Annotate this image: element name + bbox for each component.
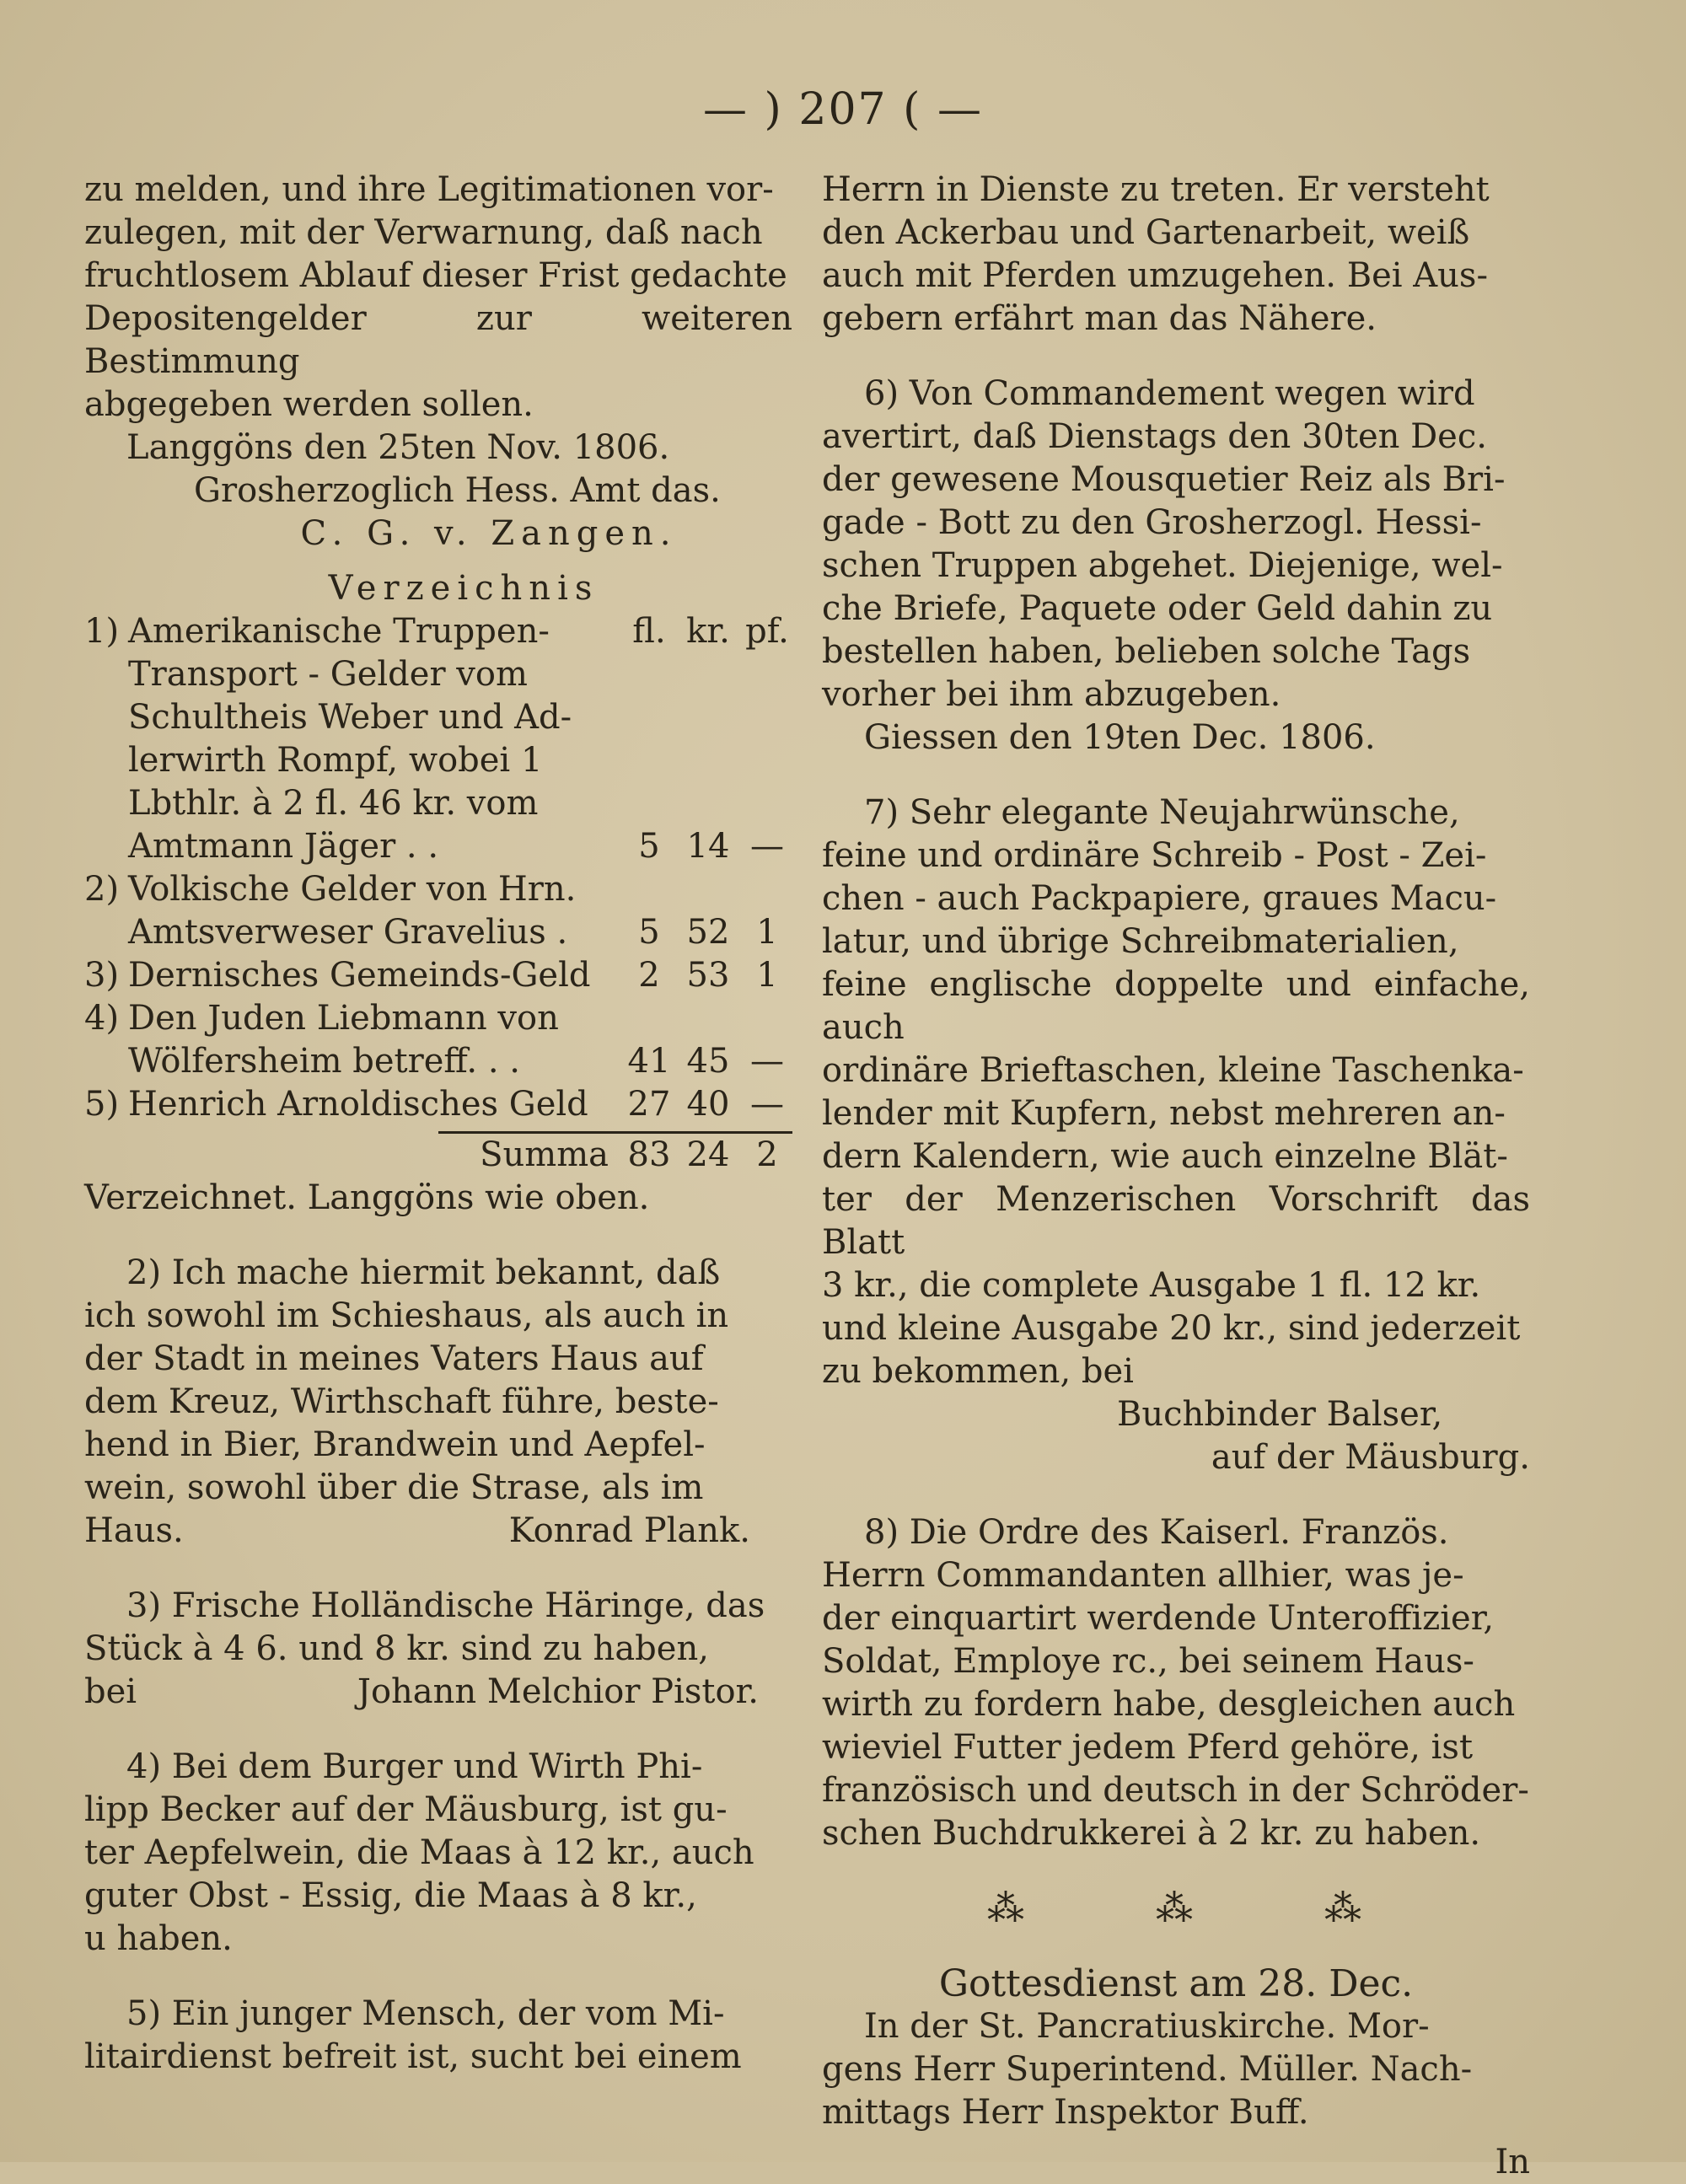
text-line: und kleine Ausgabe 20 kr., sind jederzeit (822, 1309, 1521, 1348)
notice-6 (822, 373, 1530, 759)
text-line: feine englische doppelte und einfache, auch (822, 965, 1530, 1047)
text-line: lender mit Kupfern, nebst mehreren an- (822, 1094, 1506, 1133)
item-line: Wölfersheim betreff. . . (128, 1042, 520, 1081)
summa-label: Summa (480, 1135, 609, 1174)
place-date: Langgöns den 25ten Nov. 1806. (126, 428, 670, 467)
summa-amount (624, 1134, 792, 1177)
text-line: wein, sowohl über die Strase, als im (84, 1468, 704, 1507)
text-line: dern Kalendern, wie auch einzelne Blät- (822, 1137, 1508, 1176)
table-row (84, 997, 792, 1040)
col-header-fl: fl. (632, 612, 666, 651)
text-line: vorher bei ihm abzugeben. (822, 675, 1281, 714)
text-line: hend in Bier, Brandwein und Aepfel- (84, 1425, 706, 1464)
table-row (84, 825, 792, 868)
table-row (84, 739, 792, 782)
amount-fl: 5 (638, 827, 660, 866)
amount-kr: 52 (686, 913, 730, 952)
notice-8 (822, 1511, 1530, 1855)
notice-5 (84, 1993, 792, 2079)
amount-pf: 1 (756, 913, 778, 952)
text-line: schen Buchdrukkerei à 2 kr. zu haben. (822, 1814, 1481, 1853)
table-row (84, 610, 792, 653)
text-line: 2) Ich mache hiermit bekannt, daß (126, 1253, 721, 1292)
text-line: 7) Sehr elegante Neujahrwünsche, (864, 793, 1460, 832)
text-line: fruchtlosem Ablauf dieser Frist gedachte (84, 256, 787, 295)
ornament-divider (923, 1887, 1429, 1930)
text-line: gens Herr Superintend. Müller. Nach- (822, 2050, 1473, 2089)
text-line: französisch und deutsch in der Schröder- (822, 1771, 1529, 1810)
item-number: 3) (84, 956, 120, 995)
amount-pf: 1 (756, 956, 778, 995)
amount-kr: 40 (686, 1085, 730, 1124)
item-line: Den Juden Liebmann von (128, 999, 559, 1038)
text-line: 4) Bei dem Burger und Wirth Phi- (126, 1747, 703, 1786)
text-line: wieviel Futter jedem Pferd gehöre, ist (822, 1728, 1474, 1767)
item-number: 2) (84, 870, 120, 909)
text-line: Stück à 4 6. und 8 kr. sind zu haben, (84, 1629, 709, 1668)
amount-fl: 83 (627, 1135, 671, 1174)
notice-4 (84, 1746, 792, 1961)
text-line: 6) Von Commandement wegen wird (864, 374, 1475, 413)
right-column (822, 169, 1530, 2184)
text-line: der Stadt in meines Vaters Haus auf (84, 1339, 704, 1378)
text-line: der gewesene Mousquetier Reiz als Bri- (822, 460, 1506, 499)
text-line: zulegen, mit der Verwarnung, daß nach (84, 213, 763, 252)
text-line: gade - Bott zu den Grosherzogl. Hessi- (822, 503, 1482, 542)
table-row (84, 1040, 792, 1083)
notice-2 (84, 1252, 792, 1553)
notice-3 (84, 1585, 792, 1714)
signature-line (84, 1671, 792, 1714)
item-line: Amerikanische Truppen- (128, 612, 550, 651)
item-line: Amtmann Jäger . . (128, 827, 439, 866)
item-amount (624, 954, 792, 997)
asterism-icon: ⁂ (987, 1887, 1028, 1930)
amount-fl: 5 (638, 913, 660, 952)
text-line: che Briefe, Paquete oder Geld dahin zu (822, 589, 1493, 628)
text-line: mittags Herr Inspektor Buff. (822, 2093, 1309, 2132)
text-line: auch mit Pferden umzugehen. Bei Aus- (822, 256, 1488, 295)
text-line: In der St. Pancratiuskirche. Mor- (864, 2007, 1430, 2046)
item-line: Schultheis Weber und Ad- (128, 698, 572, 737)
item-amount (624, 1083, 792, 1126)
item-line: Volkische Gelder von Hrn. (128, 870, 577, 909)
amount-kr: 53 (686, 956, 730, 995)
intro-paragraph (84, 169, 792, 427)
item-line: Transport - Gelder vom (128, 655, 528, 694)
text-line: gebern erfährt man das Nähere. (822, 299, 1377, 338)
text-line: zu melden, und ihre Legitimationen vor- (84, 170, 774, 209)
item-number: 1) (84, 612, 120, 651)
notice-signer-address: auf der Mäusburg. (1211, 1438, 1530, 1477)
table-row (84, 1083, 792, 1126)
table-row (84, 868, 792, 911)
item-amount (624, 1040, 792, 1083)
table-row (84, 653, 792, 696)
table-row (84, 696, 792, 739)
item-amount (624, 911, 792, 954)
amount-kr: 14 (686, 827, 730, 866)
amount-pf: — (750, 1085, 784, 1124)
item-text (128, 610, 624, 653)
verzeichnis-table (84, 567, 792, 1177)
text-line: Depositengelder zur weiteren Bestimmung (84, 299, 792, 381)
notice-signer: Johann Melchior Pistor. (357, 1672, 759, 1711)
text-line: Herrn Commandanten allhier, was je- (822, 1556, 1464, 1595)
text-line: Soldat, Employe rc., bei seinem Haus- (822, 1642, 1474, 1681)
text-line: der einquartirt werdende Unteroffizier, (822, 1599, 1495, 1638)
left-column (84, 169, 792, 2079)
item-line: lerwirth Rompf, wobei 1 (128, 741, 543, 780)
text-line: 5) Ein junger Mensch, der vom Mi- (126, 1994, 725, 2033)
text-line: litairdienst befreit ist, sucht bei einem (84, 2037, 742, 2076)
notice-date: Giessen den 19ten Dec. 1806. (864, 718, 1376, 757)
text-line: dem Kreuz, Wirthschaft führe, beste- (84, 1382, 719, 1421)
service-heading: Gottesdienst am 28. Dec. (938, 1962, 1414, 2005)
text-line: wirth zu fordern habe, desgleichen auch (822, 1685, 1516, 1724)
col-header-pf: pf. (745, 612, 789, 651)
notice-signer: Buchbinder Balser, (1117, 1395, 1443, 1434)
item-amount (624, 825, 792, 868)
item-number: 4) (84, 999, 120, 1038)
text-line: ich sowohl im Schieshaus, als auch in (84, 1296, 729, 1335)
church-service (822, 1962, 1530, 2184)
text-line: bei (84, 1672, 137, 1711)
text-line: Haus. (84, 1511, 184, 1550)
text-line: den Ackerbau und Gartenarbeit, weiß (822, 213, 1470, 252)
text-line: 3 kr., die complete Ausgabe 1 fl. 12 kr. (822, 1266, 1481, 1305)
amount-kr: 24 (686, 1135, 730, 1174)
text-line: schen Truppen abgehet. Diejenige, wel- (822, 546, 1503, 585)
notice-5-continued (822, 169, 1530, 341)
amount-fl: 27 (627, 1085, 671, 1124)
item-line: Henrich Arnoldisches Geld (128, 1085, 588, 1124)
text-line: chen - auch Packpapiere, graues Macu- (822, 879, 1497, 918)
table-row (84, 911, 792, 954)
text-line: abgegeben werden sollen. (84, 385, 534, 424)
text-line: u haben. (84, 1919, 233, 1958)
item-number: 5) (84, 1085, 120, 1124)
amount-pf: — (750, 827, 784, 866)
asterism-icon: ⁂ (1156, 1887, 1196, 1930)
asterism-icon: ⁂ (1324, 1887, 1365, 1930)
amount-pf: — (750, 1042, 784, 1081)
signer: C. G. v. Zangen. (300, 514, 678, 553)
amount-pf: 2 (756, 1135, 778, 1174)
signature-line (84, 1510, 792, 1553)
text-line: 8) Die Ordre des Kaiserl. Französ. (864, 1513, 1449, 1552)
text-line: ter Aepfelwein, die Maas à 12 kr., auch (84, 1833, 754, 1872)
catchword: In (1495, 2143, 1530, 2181)
verzeichnet-line: Verzeichnet. Langgöns wie oben. (84, 1178, 650, 1217)
summa-row (84, 1134, 792, 1177)
notice-7 (822, 791, 1530, 1479)
text-line: Herrn in Dienste zu treten. Er versteht (822, 170, 1490, 209)
item-line: Amtsverweser Gravelius . (128, 913, 568, 952)
notice-signer: Konrad Plank. (508, 1511, 750, 1550)
text-line: latur, und übrige Schreibmaterialien, (822, 922, 1459, 961)
col-header-kr: kr. (686, 612, 730, 651)
text-line: ter der Menzerischen Vorschrift das Blatt (822, 1180, 1530, 1262)
text-line: ordinäre Brieftaschen, kleine Taschenka- (822, 1051, 1524, 1090)
amount-kr: 45 (686, 1042, 730, 1081)
text-line: guter Obst - Essig, die Maas à 8 kr., (84, 1876, 697, 1915)
item-line: Dernisches Gemeinds-Geld (128, 956, 591, 995)
page-number: — ) 207 ( — (703, 84, 983, 135)
item-line: Lbthlr. à 2 fl. 46 kr. vom (128, 784, 539, 823)
amount-fl: 41 (627, 1042, 671, 1081)
text-line: lipp Becker auf der Mäusburg, ist gu- (84, 1790, 728, 1829)
text-line: 3) Frische Holländische Häringe, das (126, 1586, 765, 1625)
column-headers (624, 610, 792, 653)
verzeichnis-title: Verzeichnis (328, 569, 599, 608)
table-row (84, 782, 792, 825)
text-line: feine und ordinäre Schreib - Post - Zei- (822, 836, 1487, 875)
text-line: avertirt, daß Dienstags den 30ten Dec. (822, 417, 1487, 456)
text-line: zu bekommen, bei (822, 1352, 1134, 1391)
amount-fl: 2 (638, 956, 660, 995)
text-line: bestellen haben, belieben solche Tags (822, 632, 1471, 671)
authority: Grosherzoglich Hess. Amt das. (194, 471, 721, 510)
table-row (84, 954, 792, 997)
